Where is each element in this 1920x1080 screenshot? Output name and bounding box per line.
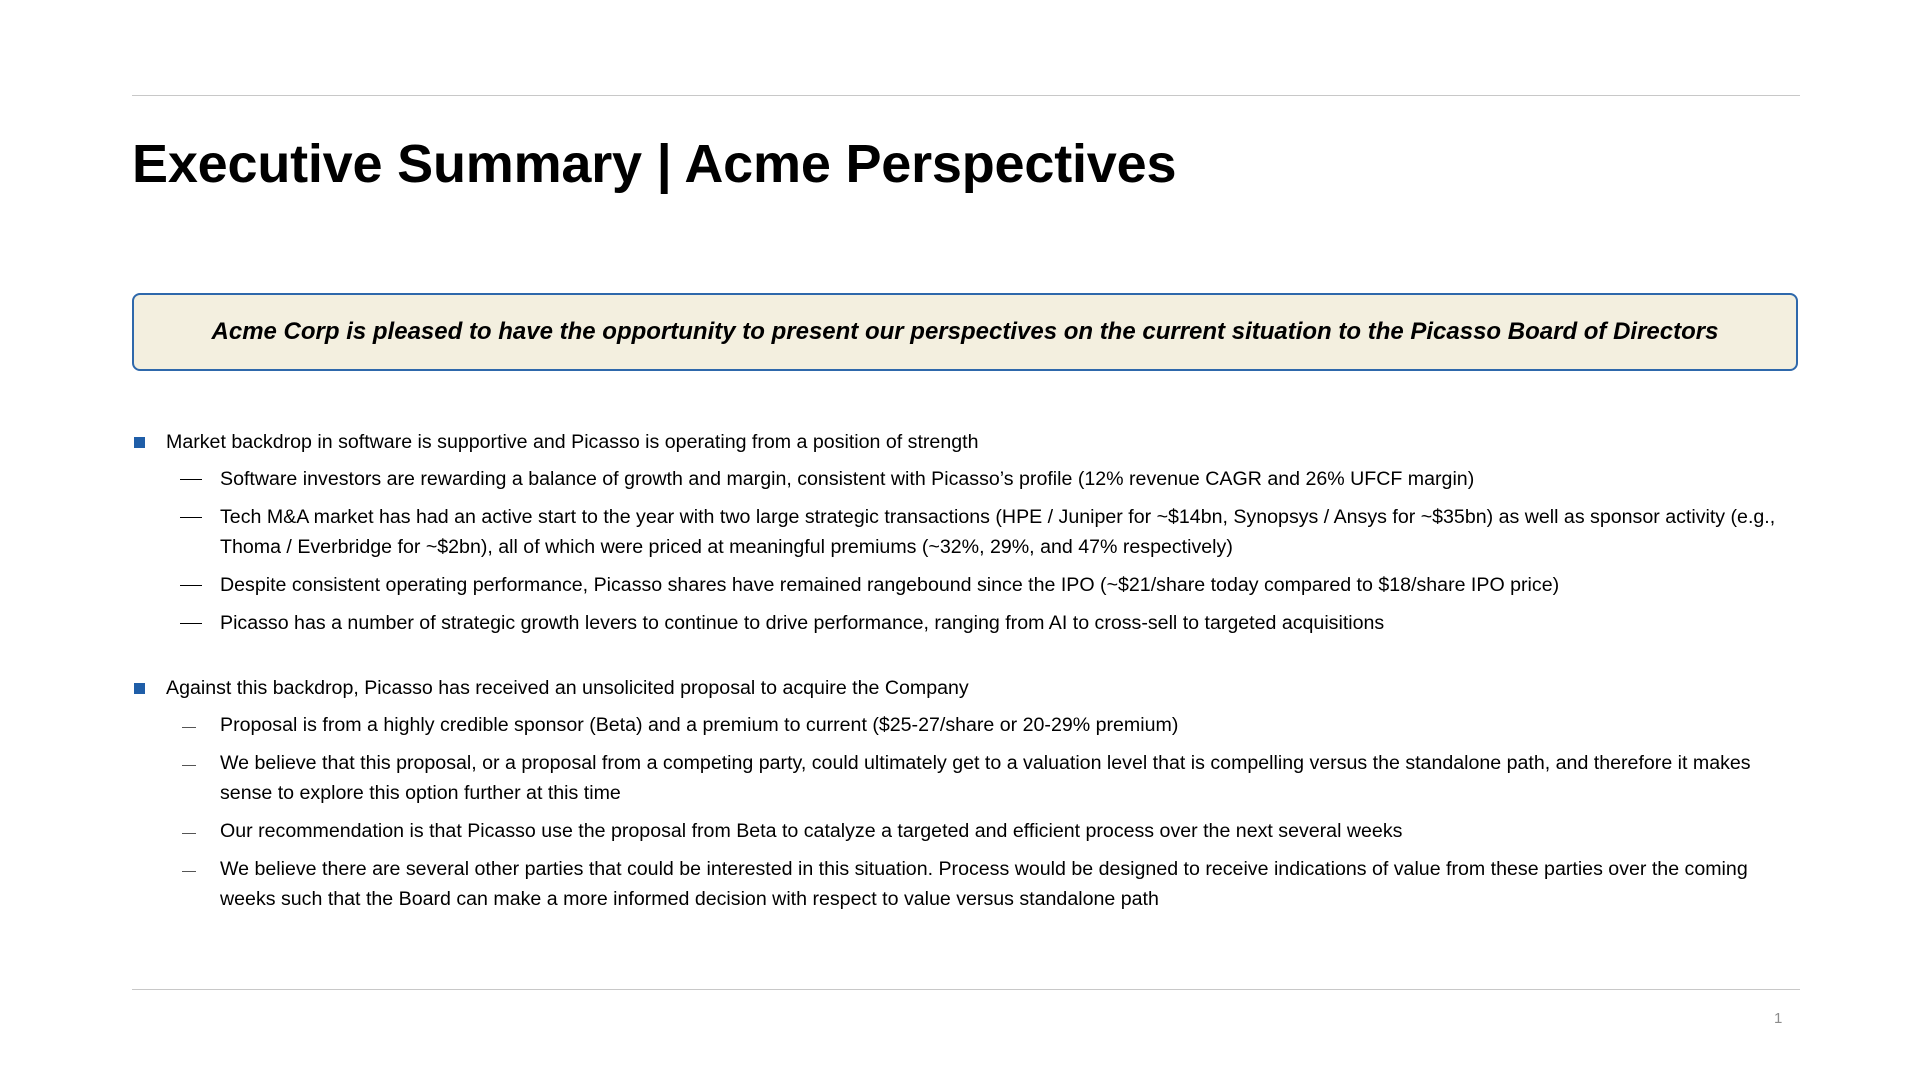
sub-bullet: [132, 502, 1802, 562]
slide-title: Executive Summary | Acme Perspectives: [132, 134, 1177, 194]
sub-bullet-text: Our recommendation is that Picasso use the proposal from Beta to catalyze a targeted and efficient process over the next several weeks: [220, 820, 1403, 842]
sub-bullet: [132, 464, 1802, 494]
bullet-section-unsolicited-proposal: [132, 673, 1802, 703]
dash-bullet-icon: [182, 765, 196, 766]
sub-bullet: [132, 608, 1802, 638]
sub-bullet-text: Proposal is from a highly credible sponsor (Beta) and a premium to current ($25-27/share or 20-29% premium): [220, 714, 1179, 736]
sub-bullet: [132, 710, 1802, 740]
sub-bullet: [132, 854, 1802, 914]
bullet-list: [132, 427, 1802, 922]
sub-bullet: [132, 748, 1802, 808]
square-bullet-icon: [134, 437, 145, 448]
sub-bullet-text: Tech M&A market has had an active start to the year with two large strategic transactions (HPE / Juniper for ~$14bn, Synopsys / Ansys for ~$35bn) as well as sponsor activity (e.g., Thoma / Everbridge for ~$2bn), all of which were priced at meaningful premiums (~32%, 29%, and 47% respectively): [220, 506, 1776, 558]
bottom-divider: [132, 989, 1800, 990]
section-heading: Market backdrop in software is supportive and Picasso is operating from a position of strength: [166, 431, 979, 453]
sub-bullet-text: Despite consistent operating performance, Picasso shares have remained rangebound since the IPO (~$21/share today compared to $18/share IPO price): [220, 574, 1560, 596]
top-divider: [132, 95, 1800, 96]
sub-bullet-text: We believe that this proposal, or a proposal from a competing party, could ultimately get to a valuation level that is compelling versus the standalone path, and therefore it makes sense to explore this option further at this time: [220, 752, 1751, 804]
page-number: 1: [1774, 1010, 1783, 1027]
dash-bullet-icon: [180, 479, 202, 480]
bullet-section-market-backdrop: [132, 427, 1802, 457]
dash-bullet-icon: [180, 585, 202, 586]
section-heading: Against this backdrop, Picasso has received an unsolicited proposal to acquire the Company: [166, 677, 969, 699]
dash-bullet-icon: [180, 623, 202, 624]
callout-box: [132, 293, 1798, 371]
sub-bullet-text: Software investors are rewarding a balance of growth and margin, consistent with Picasso’s profile (12% revenue CAGR and 26% UFCF margin): [220, 468, 1475, 490]
section-spacer: [132, 646, 1802, 673]
dash-bullet-icon: [182, 833, 196, 834]
sub-bullet-text: Picasso has a number of strategic growth levers to continue to drive performance, ranging from AI to cross-sell to targeted acquisitions: [220, 612, 1385, 634]
sub-bullet: [132, 816, 1802, 846]
dash-bullet-icon: [182, 871, 196, 872]
dash-bullet-icon: [182, 727, 196, 728]
callout-text: Acme Corp is pleased to have the opportunity to present our perspectives on the current situation to the Picasso Board of Directors: [211, 318, 1719, 345]
sub-bullet: [132, 570, 1802, 600]
sub-bullet-text: We believe there are several other parties that could be interested in this situation. Process would be designed to receive indications of value from these parties over the coming weeks such that the Board can make a more informed decision with respect to value versus standalone path: [220, 858, 1748, 910]
dash-bullet-icon: [180, 517, 202, 518]
square-bullet-icon: [134, 683, 145, 694]
